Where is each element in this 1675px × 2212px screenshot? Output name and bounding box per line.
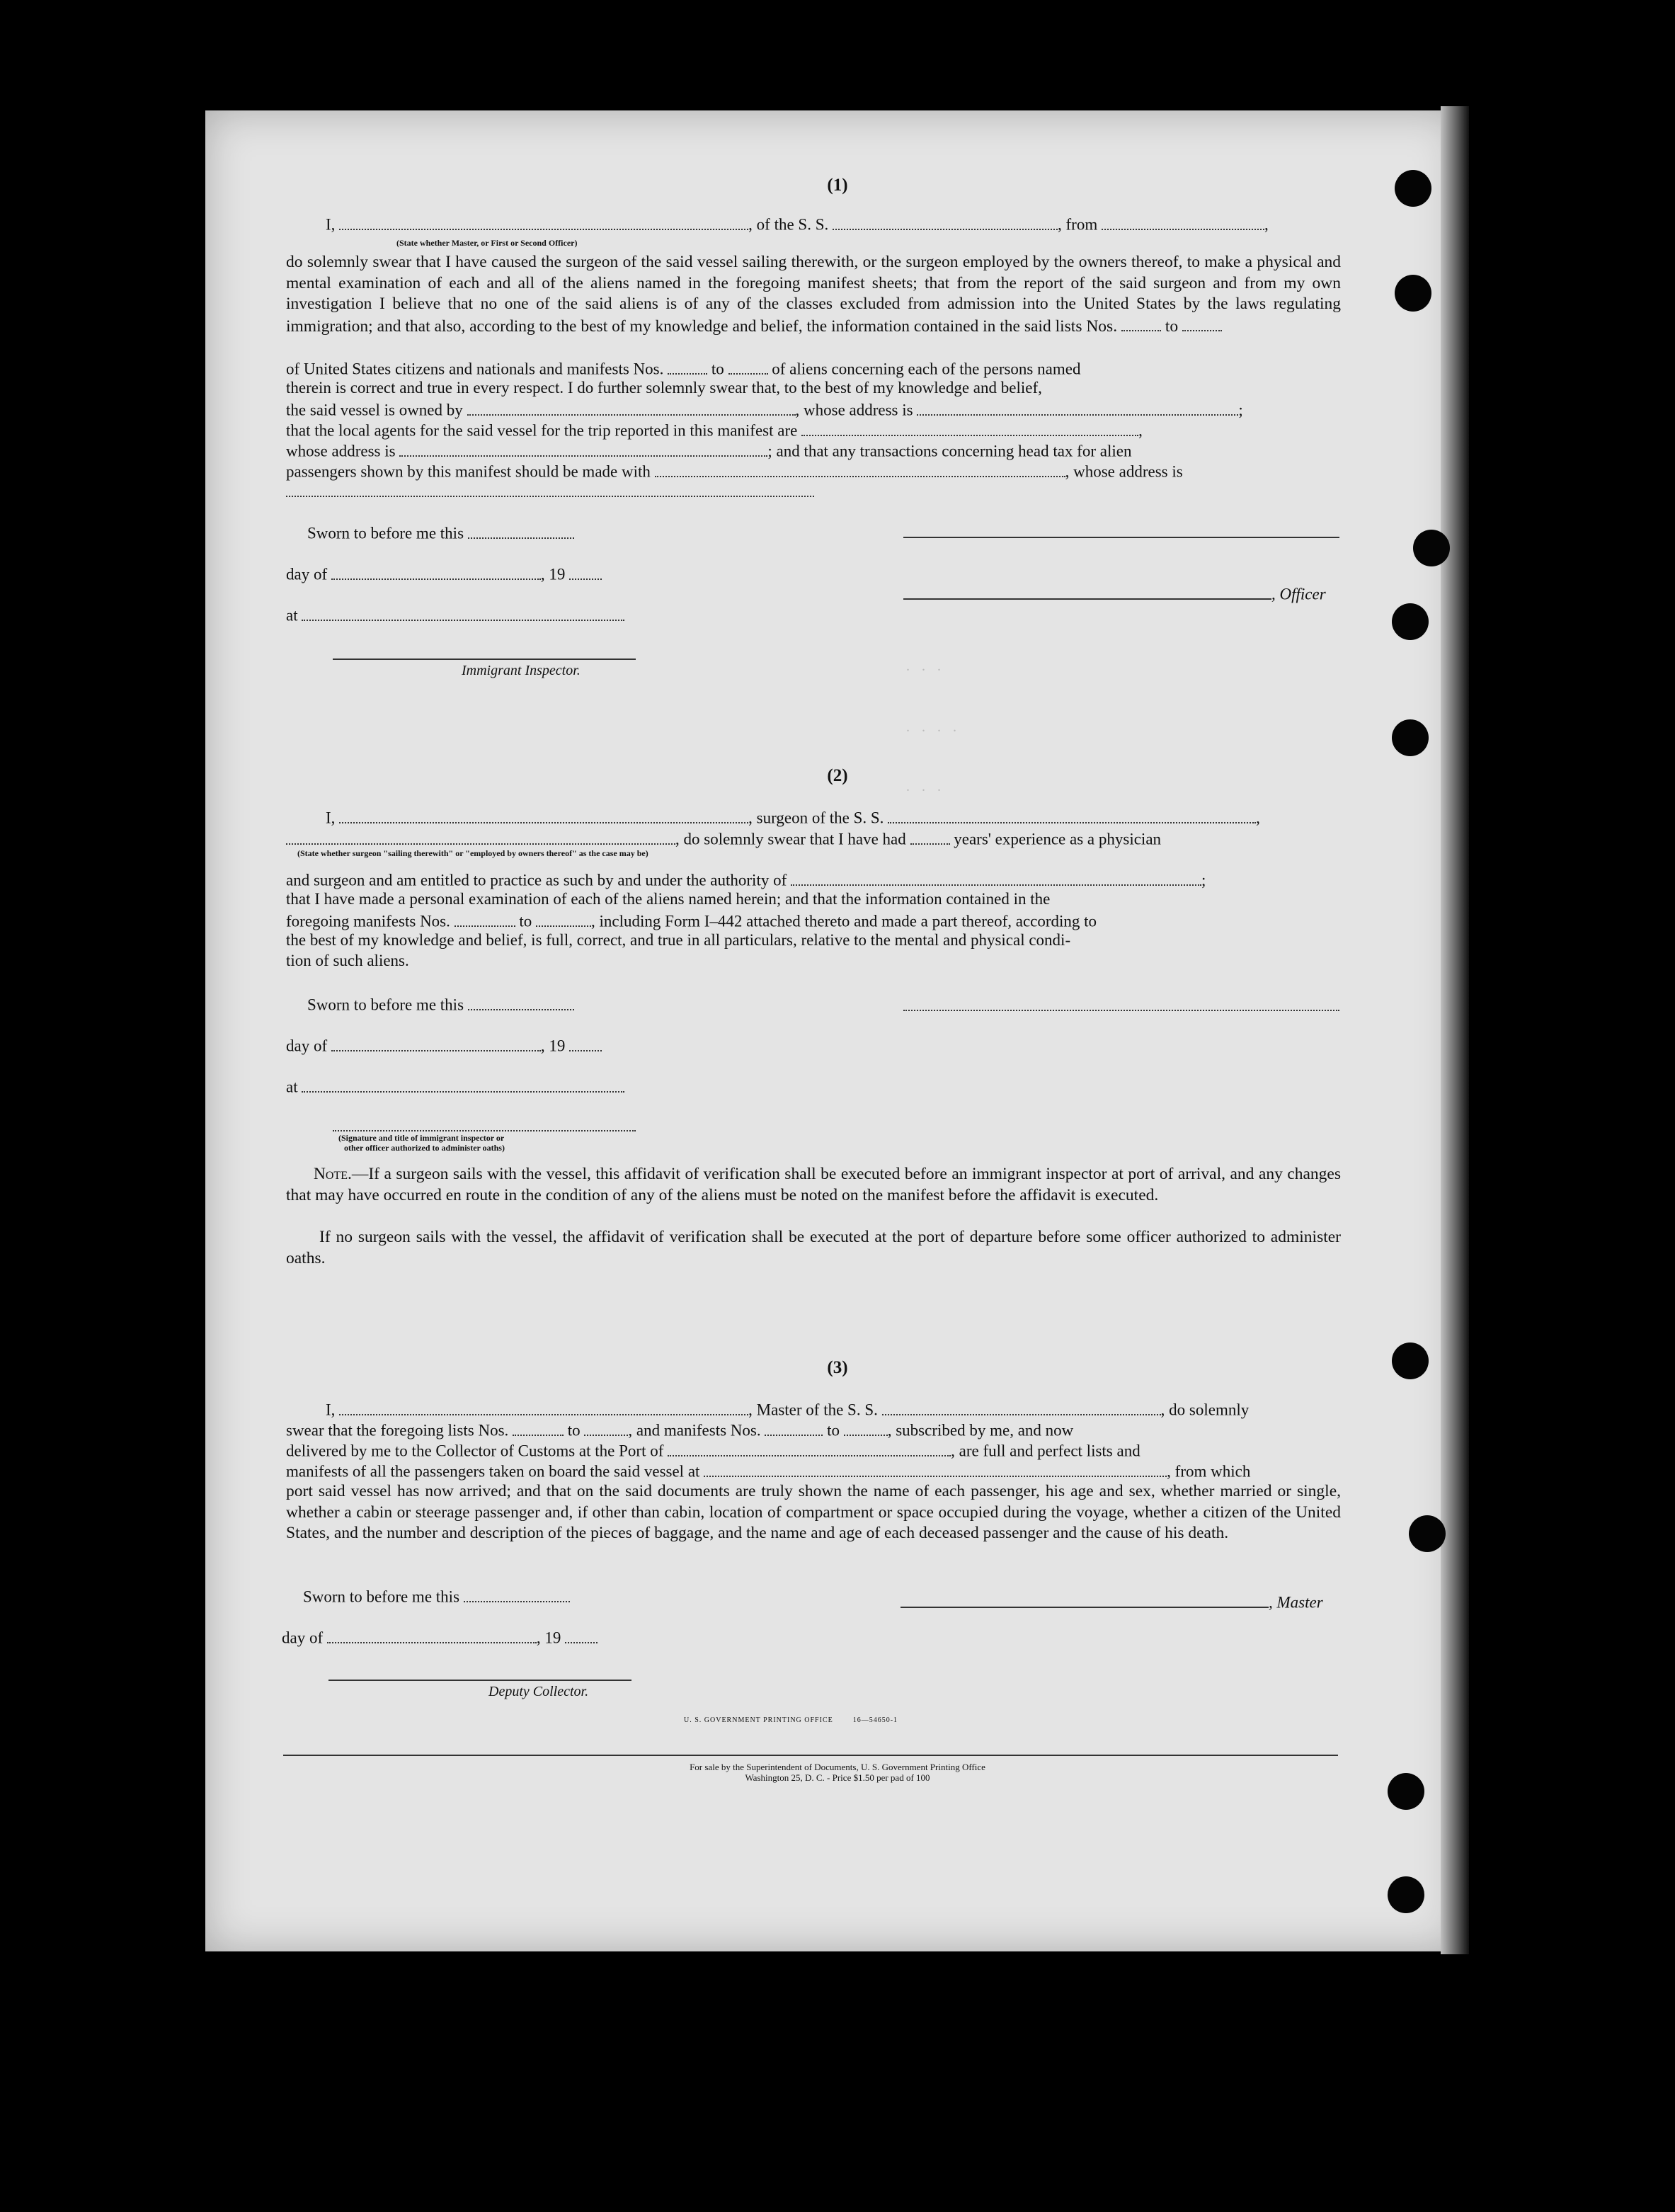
- bleed-through: . . . .: [906, 719, 961, 735]
- s3-from-which: , from which: [1167, 1462, 1251, 1481]
- punch-hole-5: [1392, 719, 1429, 756]
- bleed-through: . . .: [906, 779, 945, 794]
- s1-agents-end: ,: [1138, 421, 1143, 440]
- s1-to2: to: [711, 360, 724, 378]
- s1-comma: ,: [1264, 215, 1269, 234]
- s1-officer-text: , Officer: [1271, 585, 1326, 603]
- s3-taken: manifests of all the passengers taken on board the said vessel at: [286, 1462, 700, 1481]
- s2-sig-caption-1: (Signature and title of immigrant inspector or: [338, 1133, 505, 1143]
- s3-master: [901, 1592, 1323, 1612]
- s1-agents: that the local agents for the said vessel for the trip reported in this manifest are: [286, 421, 798, 440]
- s2-years: years' experience as a physician: [954, 830, 1162, 848]
- s2-line6: [286, 931, 1070, 950]
- s2-line5: [286, 911, 1097, 931]
- s1-officer: [903, 583, 1326, 604]
- s3-manifests: , and manifests Nos.: [628, 1421, 761, 1439]
- s2-line1: [326, 807, 1260, 828]
- s2-sworn: [307, 994, 574, 1015]
- s1-day-text: day of: [286, 565, 328, 583]
- s2-to: to: [519, 912, 532, 930]
- s1-pass-b: , whose address is: [1065, 462, 1183, 481]
- s3-solemnly: , do solemnly: [1160, 1401, 1250, 1419]
- s1-day: [286, 564, 602, 584]
- sale-line-2: Washington 25, D. C. - Price $1.50 per pad of 100: [745, 1772, 930, 1783]
- s2-note2: [286, 1227, 1341, 1269]
- s3-line2: [286, 1420, 1073, 1440]
- s2-comma: ,: [1256, 809, 1260, 827]
- s1-p3: therein is correct and true in every respect. I do further solemnly swear that, to the best of my knowledge and belief,: [286, 379, 1042, 397]
- s1-owned-c: ;: [1238, 401, 1243, 419]
- s3-subscribed: , subscribed by me, and now: [887, 1421, 1074, 1439]
- s3-day: [282, 1627, 598, 1648]
- s1-sworn-text: Sworn to before me this: [307, 524, 464, 542]
- s1-sig-line-1: [903, 537, 1339, 538]
- s3-year: , 19: [536, 1629, 561, 1647]
- punch-hole-9: [1388, 1876, 1424, 1913]
- s3-sworn-text: Sworn to before me this: [303, 1587, 460, 1606]
- s3-day-text: day of: [282, 1629, 324, 1647]
- s1-to1: to: [1165, 317, 1179, 336]
- s1-paragraph: [286, 252, 1341, 337]
- s3-lists: swear that the foregoing lists Nos.: [286, 1421, 509, 1439]
- s2-note2-text: If no surgeon sails with the vessel, the affidavit of verification shall be executed at the port of departure before some officer authorized to administer oaths.: [286, 1228, 1342, 1267]
- s2-examination: that I have made a personal examination of each of the aliens named herein; and that the information contained in the: [286, 890, 1051, 908]
- s1-line-agents: [286, 420, 1143, 440]
- s3-to2: to: [827, 1421, 840, 1439]
- s3-i: I,: [326, 1401, 336, 1419]
- s2-sworn-text: Sworn to before me this: [307, 996, 464, 1014]
- punch-hole-4: [1392, 603, 1429, 640]
- s2-swear: , do solemnly swear that I have had: [675, 830, 906, 848]
- s2-line7: [286, 952, 409, 970]
- sale-line-1: For sale by the Superintendent of Documents, U. S. Government Printing Office: [690, 1762, 985, 1772]
- printing-office: [684, 1716, 898, 1724]
- s2-manifests: foregoing manifests Nos.: [286, 912, 450, 930]
- footer-rule: [283, 1755, 1338, 1756]
- s1-line-manifests: [286, 358, 1080, 379]
- s1-caption-officer: (State whether Master, or First or Second Officer): [396, 238, 578, 248]
- s2-belief: the best of my knowledge and belief, is full, correct, and true in all particulars, relative to the mental and physical condi-: [286, 931, 1071, 949]
- s2-day-text: day of: [286, 1037, 328, 1055]
- s2-year: , 19: [540, 1037, 566, 1055]
- s1-address-line: [286, 496, 814, 497]
- s1-pass-a: passengers shown by this manifest should be made with: [286, 462, 651, 481]
- s1-at-text: at: [286, 606, 298, 625]
- s2-sig-line-right: [903, 1010, 1339, 1011]
- bleed-through: . . .: [906, 659, 945, 674]
- s1-p2a: of United States citizens and nationals and manifests Nos.: [286, 360, 664, 378]
- s1-year: , 19: [540, 565, 566, 583]
- s1-line-therein: [286, 379, 1341, 397]
- s1-i: I,: [326, 215, 336, 234]
- s2-at: [286, 1076, 624, 1097]
- s1-ss: , of the S. S.: [748, 215, 829, 234]
- section-2-number: (2): [827, 766, 848, 785]
- s2-semicolon: ;: [1201, 871, 1206, 889]
- section-3-number: (3): [827, 1358, 848, 1377]
- s2-note: [286, 1164, 1341, 1206]
- s3-body-text: port said vessel has now arrived; and that on the said documents are truly shown the name of each passenger, his age and sex, whether married or single, whether a cabin or steerage passenger and, if other than cabin, location of compartment or space occupied during the voyage, whether a citizen of the United States, and the number and description of the pieces of baggage, and the name and age of each deceased passenger and the cause of his death.: [286, 1482, 1341, 1542]
- s1-sworn: [307, 523, 574, 543]
- printing-code: 16—54650-1: [852, 1716, 898, 1724]
- s3-master-text: , Master: [1269, 1593, 1323, 1612]
- s1-at: [286, 605, 624, 625]
- s2-form: , including Form I–442 attached thereto and made a part thereof, according to: [591, 912, 1097, 930]
- s1-p2b: of aliens concerning each of the persons named: [772, 360, 1081, 378]
- s3-line3: [286, 1440, 1141, 1461]
- s2-aliens: tion of such aliens.: [286, 952, 409, 969]
- s2-caption-surgeon: (State whether surgeon "sailing therewith" or "employed by owners thereof" as the case may be): [297, 848, 648, 858]
- s3-line1: [326, 1399, 1249, 1420]
- s2-day: [286, 1035, 602, 1056]
- s2-i: I,: [326, 809, 336, 827]
- s2-sig-caption-2: other officer authorized to administer oaths): [344, 1143, 505, 1153]
- s2-line3: [286, 870, 1206, 890]
- s1-p1: do solemnly swear that I have caused the surgeon of the said vessel sailing therewith, or the surgeon employed by the owners thereof, to make a physical and mental examination of each and all of the aliens named in the foregoing manifest sheets; that from the report of the said surgeon and from my own investigation I believe that no one of the said aliens is of any of the classes excluded from admission into the United States by the laws regulating immigration; and that also, according to the best of my knowledge and belief, the information contained in the said lists Nos.: [286, 253, 1341, 336]
- s2-note-text: —If a surgeon sails with the vessel, this affidavit of verification shall be executed before an immigrant inspector at port of arrival, and any changes that may have occurred en route in the condition of any of the aliens must be noted on the manifest before the affidavit is executed.: [286, 1165, 1342, 1204]
- s1-inspector: Immigrant Inspector.: [462, 663, 581, 678]
- s1-owned-a: the said vessel is owned by: [286, 401, 463, 419]
- s2-note-label: Note.: [313, 1165, 352, 1183]
- punch-hole-7: [1409, 1515, 1446, 1552]
- s3-deputy: Deputy Collector.: [488, 1684, 589, 1699]
- s3-to: to: [567, 1421, 581, 1439]
- s1-whose-a: whose address is: [286, 442, 396, 460]
- s1-line-passengers: [286, 461, 1183, 481]
- s3-sworn: [303, 1586, 570, 1607]
- s2-authority: and surgeon and am entitled to practice as such by and under the authority of: [286, 871, 787, 889]
- s3-delivered: delivered by me to the Collector of Customs at the Port of: [286, 1442, 664, 1460]
- page-edge-shadow: [1441, 106, 1469, 1954]
- s1-line1: [326, 214, 1269, 234]
- s2-line4: [286, 890, 1050, 908]
- s3-deputy-line: [328, 1680, 631, 1681]
- s1-whose-b: ; and that any transactions concerning head tax for alien: [767, 442, 1132, 460]
- s2-inspector-line: [333, 1130, 636, 1131]
- printing-office-text: U. S. GOVERNMENT PRINTING OFFICE: [684, 1716, 833, 1724]
- s1-owned-b: , whose address is: [795, 401, 913, 419]
- punch-hole-3: [1413, 530, 1450, 566]
- section-1-number: (1): [827, 176, 848, 195]
- s3-master-of: , Master of the S. S.: [748, 1401, 878, 1419]
- punch-hole-2: [1395, 275, 1431, 312]
- s2-surgeon-of: , surgeon of the S. S.: [748, 809, 884, 827]
- s2-at-text: at: [286, 1078, 298, 1096]
- s3-line4: [286, 1461, 1250, 1481]
- s1-inspector-line: [333, 659, 636, 660]
- s1-from: , from: [1058, 215, 1098, 234]
- s1-line-whose: [286, 440, 1131, 461]
- s1-line-owned: [286, 399, 1243, 420]
- s3-full: , are full and perfect lists and: [951, 1442, 1141, 1460]
- s3-body: [286, 1481, 1341, 1544]
- s2-line2: [286, 828, 1161, 849]
